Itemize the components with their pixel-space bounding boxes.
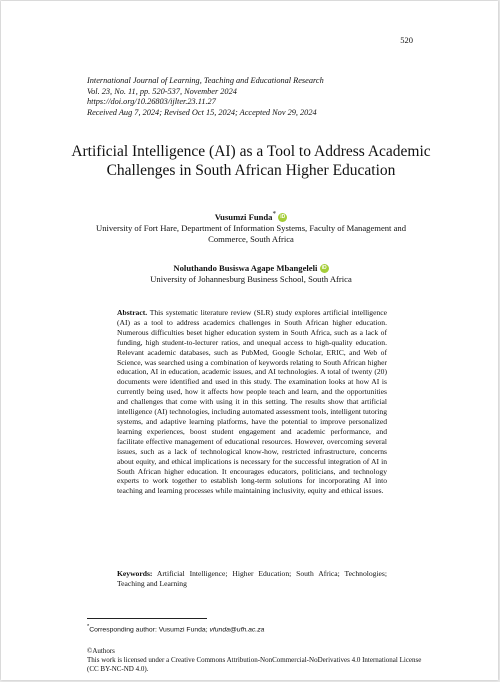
journal-doi-link[interactable]: https://doi.org/10.26803/ijlter.23.11.27 (87, 97, 216, 107)
copyright: ©Authors (87, 647, 115, 655)
paper-page (1, 1, 498, 680)
keywords-text: Artificial Intelligence; Higher Education; South Africa; Technologies; Teaching and Learning (117, 569, 387, 588)
footnote-mark: * (87, 624, 90, 630)
orcid-icon[interactable]: iD (280, 213, 286, 220)
journal-volume: Vol. 23, No. 11, pp. 520-537, November 2024 (87, 86, 237, 96)
journal-meta (87, 76, 324, 118)
abstract (117, 308, 387, 496)
footnote-label: Corresponding author: Vusumzi Funda; (89, 626, 208, 634)
footnote (87, 624, 264, 633)
paper-title: Artificial Intelligence (AI) as a Tool to Address Academic Challenges in South African Higher Education (71, 143, 431, 179)
corresponding-mark: * (272, 210, 277, 218)
author-name: Noluthando Busiswa Agape Mbangeleli (173, 263, 318, 273)
author-block-1 (91, 209, 411, 245)
keywords-label: Keywords: (117, 569, 153, 578)
author-affiliation: University of Fort Hare, Department of Information Systems, Faculty of Management and Commerce, South Africa (95, 222, 407, 244)
author-block-2 (91, 263, 411, 285)
journal-name: International Journal of Learning, Teaching and Educational Research (87, 76, 324, 85)
keywords (117, 569, 387, 589)
journal-dates: Received Aug 7, 2024; Revised Oct 15, 2024; Accepted Nov 29, 2024 (87, 107, 317, 117)
abstract-label: Abstract. (117, 308, 148, 317)
footnote-email-link[interactable]: vfunda@ufh.ac.za (209, 626, 265, 634)
page-number: 520 (400, 35, 413, 45)
abstract-text: This systematic literature review (SLR) study explores artificial intelligence (AI) as a tool to address academics challenges in South African higher education. Numerous difficulties beset higher education system in South Africa, such as a lack of funding, high student-to-lecturer ratios, and unequal access to high-quality education. Relevant academic databases, such as PubMed, Google Scholar, ERIC, and Web of Science, was searched using a combination of keywords relating to South African higher education, AI in education, academic issues, and AI technologies. A total of twenty (20) documents were identified and used in this study. The examination looks at how AI is currently being used, how it affects how people teach and learn, and the opportunities and challenges that come with using it in this setting. The results show that artificial intelligence (AI) technologies, including automated assessment tools, intelligent tutoring systems, and adaptive learning platforms, have the potential to improve personalized learning experiences, boost student engagement and academic performance, and facilitate effective management of educational resources. However, overcoming several issues, such as a lack of technological know-how, restricted infrastructure, concerns about equity, and ethical implications is necessary for the successful integration of AI in South African higher education. It encourages educators, politicians, and technology experts to work together to establish long-term solutions for incorporating AI into teaching and learning processes while maintaining inclusivity, equity and ethical issues. (117, 308, 387, 496)
license (87, 647, 427, 673)
author-name: Vusumzi Funda (214, 211, 273, 222)
footnote-divider (87, 618, 207, 619)
orcid-icon[interactable]: iD (321, 265, 327, 271)
license-text: This work is licensed under a Creative Commons Attribution-NonCommercial-NoDerivatives 4.0 International License (CC BY-NC-ND 4.0). (87, 655, 422, 673)
author-affiliation: University of Johannesburg Business School, South Africa (150, 274, 352, 284)
